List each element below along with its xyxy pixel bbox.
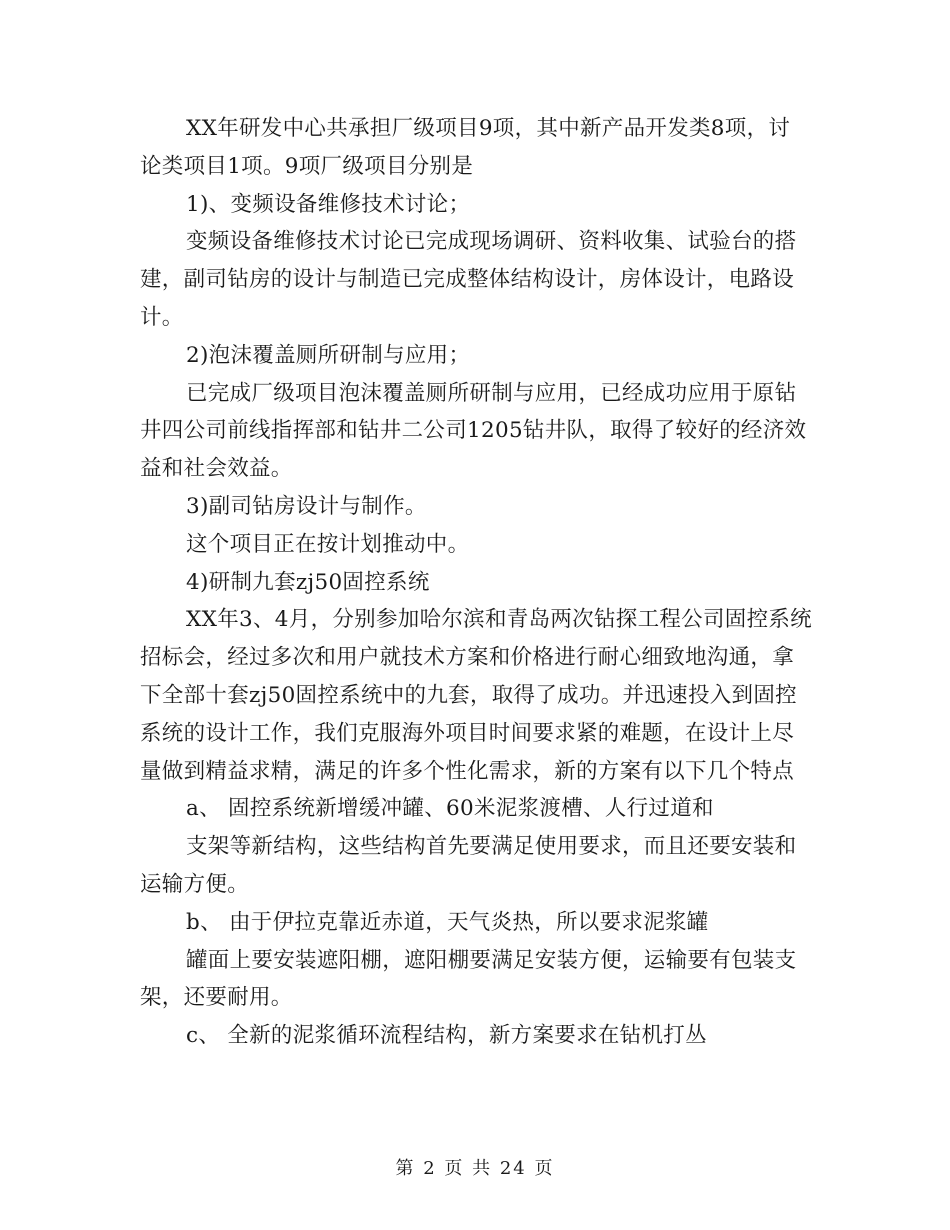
text-line: 这个项目正在按计划推动中。 bbox=[186, 531, 470, 557]
text-line: 论类项目1项。9项厂级项目分别是 bbox=[140, 153, 474, 179]
text-line: 1)、变频设备维修技术讨论； bbox=[186, 191, 471, 217]
text-line: 下全部十套zj50固控系统中的九套，取得了成功。并迅速投入到固控 bbox=[140, 682, 797, 708]
text-line: 3)副司钻房设计与制作。 bbox=[186, 493, 427, 519]
text-line: 已完成厂级项目泡沫覆盖厕所研制与应用，已经成功应用于原钻 bbox=[186, 380, 797, 406]
text-line: 2)泡沫覆盖厕所研制与应用； bbox=[186, 342, 471, 368]
text-line: 变频设备维修技术讨论已完成现场调研、资料收集、试验台的搭 bbox=[186, 229, 797, 255]
page-number-footer: 第 2 页 共 24 页 bbox=[395, 1158, 555, 1179]
text-line: 建，副司钻房的设计与制造已完成整体结构设计，房体设计，电路设 bbox=[140, 267, 795, 293]
text-line: b、 由于伊拉克靠近赤道，天气炎热，所以要求泥浆罐 bbox=[186, 909, 709, 935]
text-line: 益和社会效益。 bbox=[140, 456, 293, 482]
text-line: a、 固控系统新增缓冲罐、60米泥浆渡槽、人行过道和 bbox=[186, 796, 714, 822]
text-line: 计。 bbox=[140, 304, 184, 330]
text-line: 罐面上要安装遮阳棚，遮阳棚要满足安装方便，运输要有包装支 bbox=[186, 947, 797, 973]
text-line: XX年3、4月，分别参加哈尔滨和青岛两次钻探工程公司固控系统 bbox=[186, 607, 812, 633]
text-line: 4)研制九套zj50固控系统 bbox=[186, 569, 430, 595]
text-line: 运输方便。 bbox=[140, 871, 250, 897]
text-line: 量做到精益求精，满足的许多个性化需求，新的方案有以下几个特点 bbox=[140, 758, 795, 784]
text-line: c、 全新的泥浆循环流程结构，新方案要求在钻机打丛 bbox=[186, 1023, 707, 1049]
text-line: 招标会，经过多次和用户就技术方案和价格进行耐心细致地沟通，拿 bbox=[140, 645, 795, 671]
text-line: 井四公司前线指挥部和钻井二公司1205钻井队，取得了较好的经济效 bbox=[140, 418, 807, 444]
text-line: XX年研发中心共承担厂级项目9项，其中新产品开发类8项，讨 bbox=[186, 116, 791, 141]
text-line: 支架等新结构，这些结构首先要满足使用要求，而且还要安装和 bbox=[186, 834, 797, 860]
text-line: 系统的设计工作，我们克服海外项目时间要求紧的难题，在设计上尽 bbox=[140, 720, 795, 746]
text-line: 架，还要耐用。 bbox=[140, 985, 293, 1011]
document-body bbox=[140, 110, 812, 1055]
